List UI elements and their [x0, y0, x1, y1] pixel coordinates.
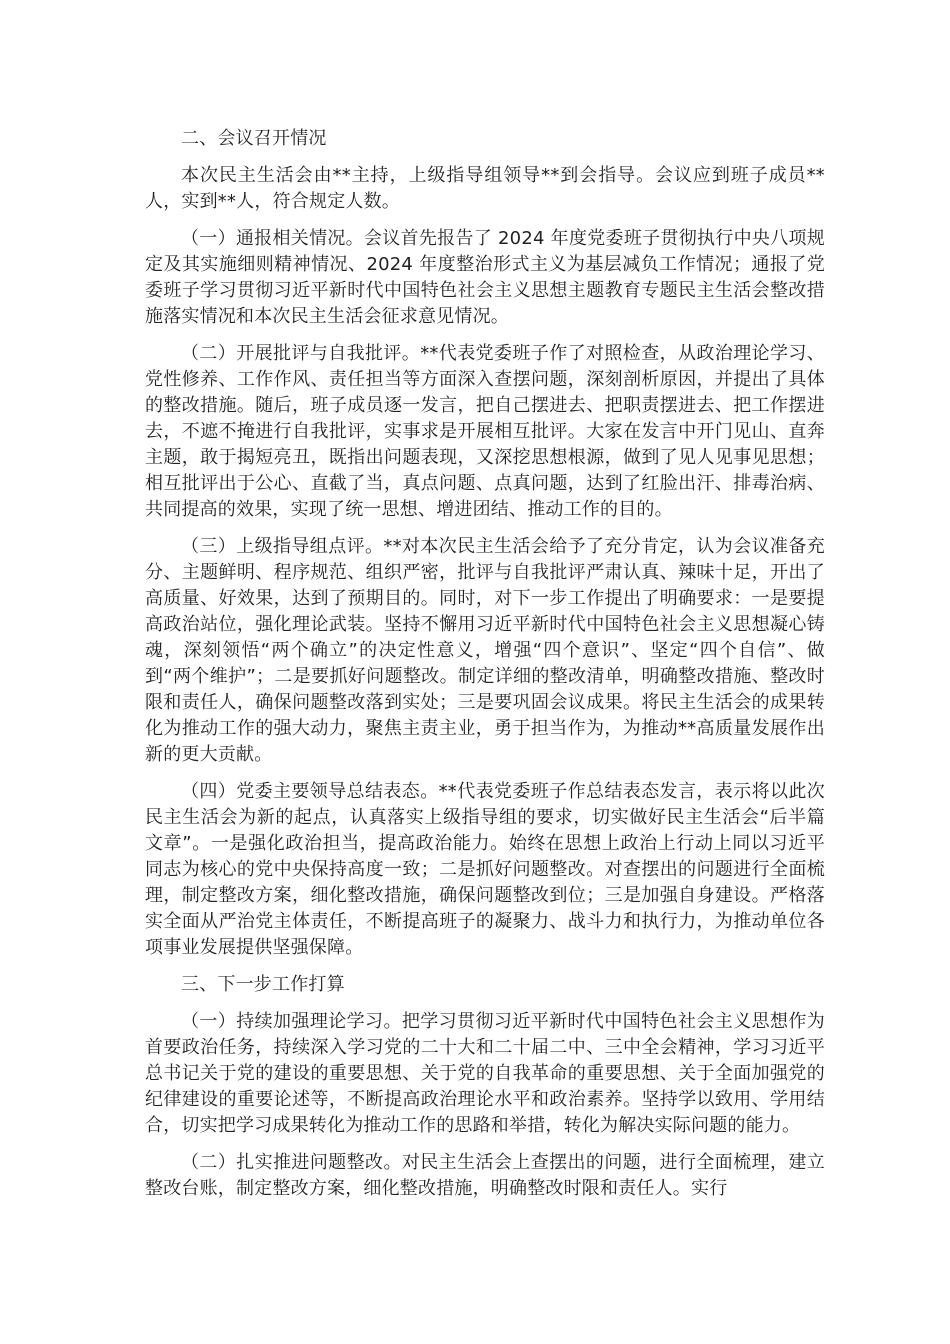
- paragraph-report-situation: （一）通报相关情况。会议首先报告了 2024 年度党委班子贯彻执行中央八项规定及其实施细则精神情况、2024 年度整治形式主义为基层减负工作情况；通报了党委班子学习贯彻习近平新时代中国特色社会主义思想主题教育专题民主生活会整改措施落实情况和本次民主生活会征求意见情况。: [145, 228, 825, 327]
- paragraph-theory-study: （一）持续加强理论学习。把学习贯彻习近平新时代中国特色社会主义思想作为首要政治任务，持续深入学习党的二十大和二十届二中、三中全会精神，学习习近平总书记关于党的建设的重要思想、关于党的自我革命的重要思想、关于全面加强党的纪律建设的重要论述等，不断提高政治理论水平和政治素养。坚持学以致用、学用结合，切实把学习成果转化为推动工作的思路和举措，转化为解决实际问题的能力。: [145, 1011, 825, 1136]
- paragraph-criticism: （二）开展批评与自我批评。**代表党委班子作了对照检查，从政治理论学习、党性修养、工作作风、责任担当等方面深入查摆问题，深刻剖析原因，并提出了具体的整改措施。随后，班子成员逐一发言，把自己摆进去、把职责摆进去、把工作摆进去，不遮不掩进行自我批评，实事求是开展相互批评。大家在发言中开门见山、直奔主题，敢于揭短亮丑，既指出问题表现，又深挖思想根源，做到了见人见事见思想；相互批评出于公心、直截了当，真点问题、点真问题，达到了红脸出汗、排毒治病、共同提高的效果，实现了统一思想、增进团结、推动工作的目的。: [145, 343, 825, 520]
- section-heading-meeting: 二、会议召开情况: [181, 128, 327, 149]
- paragraph-guidance-comments: （三）上级指导组点评。**对本次民主生活会给予了充分肯定，认为会议准备充分、主题鲜明、程序规范、组织严密，批评与自我批评严肃认真、辣味十足，开出了高质量、好效果，达到了预期目的。同时，对下一步工作提出了明确要求：一是要提高政治站位，强化理论武装。坚持不懈用习近平新时代中国特色社会主义思想凝心铸魂，深刻领悟“两个确立”的决定性意义，增强“四个意识”、坚定“四个自信”、做到“两个维护”；二是要抓好问题整改。制定详细的整改清单，明确整改措施、整改时限和责任人，确保问题整改落到实处；三是要巩固会议成果。将民主生活会的成果转化为推动工作的强大动力，聚焦主责主业，勇于担当作为，为推动**高质量发展作出新的更大贡献。: [145, 536, 825, 765]
- document-page: [145, 126, 825, 1213]
- paragraph-rectification: （二）扎实推进问题整改。对民主生活会上查摆出的问题，进行全面梳理，建立整改台账，制定整改方案，细化整改措施，明确整改时限和责任人。实行: [145, 1152, 825, 1199]
- paragraph-meeting-overview: 本次民主生活会由**主持，上级指导组领导**到会指导。会议应到班子成员**人，实到**人，符合规定人数。: [145, 165, 825, 212]
- section-heading-next-steps: 三、下一步工作打算: [181, 974, 345, 995]
- paragraph-leader-summary: （四）党委主要领导总结表态。**代表党委班子作总结表态发言，表示将以此次民主生活会为新的起点，认真落实上级指导组的要求，切实做好民主生活会“后半篇文章”。一是强化政治担当，提高政治能力。始终在思想上政治上行动上同以习近平同志为核心的党中央保持高度一致；二是抓好问题整改。对查摆出的问题进行全面梳理，制定整改方案，细化整改措施，确保问题整改到位；三是加强自身建设。严格落实全面从严治党主体责任，不断提高班子的凝聚力、战斗力和执行力，为推动单位各项事业发展提供坚强保障。: [145, 781, 825, 958]
